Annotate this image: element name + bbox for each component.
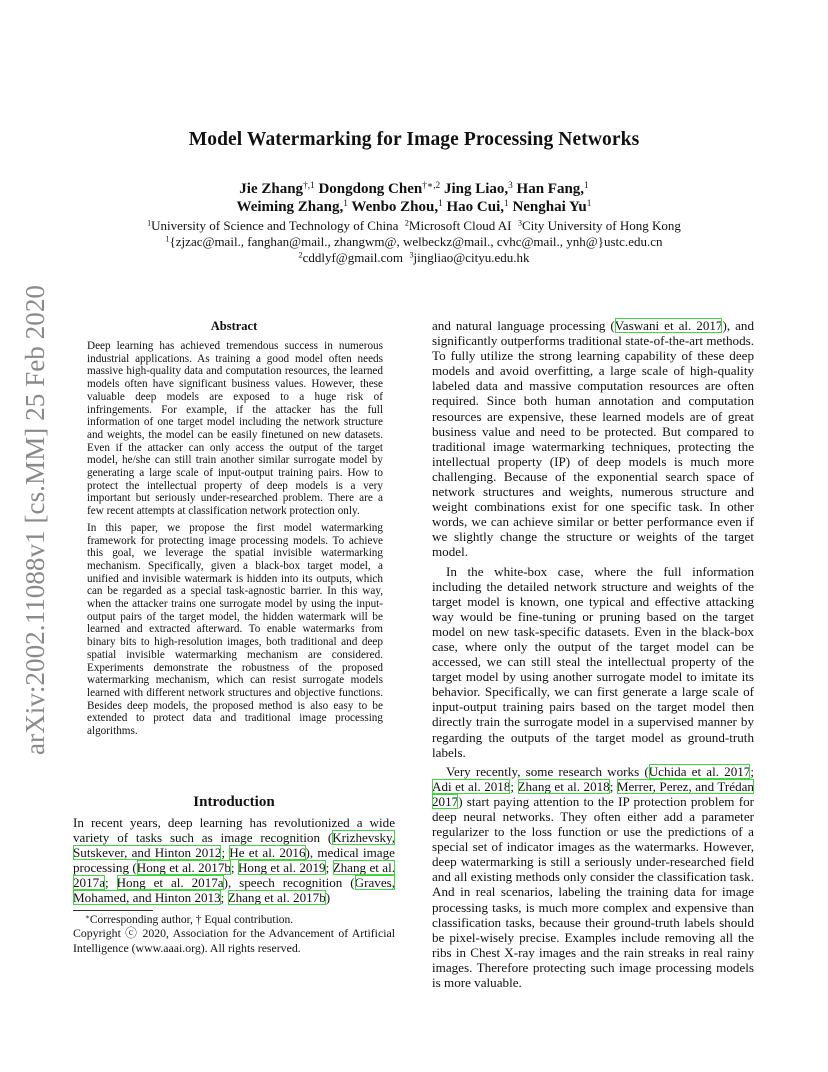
author-sup: 1	[584, 180, 589, 191]
text-run: ), speech recognition (	[223, 875, 355, 891]
paper-title: Model Watermarking for Image Processing Networks	[188, 129, 640, 150]
citation-link[interactable]: Zhang et al. 2017a	[73, 860, 396, 891]
intro-paragraph	[73, 815, 395, 906]
body-paragraph	[432, 318, 754, 560]
email-sup: 1	[165, 234, 170, 244]
affiliation: Microsoft Cloud AI	[408, 218, 512, 233]
author-name: Dongdong Chen	[318, 181, 423, 197]
author-name: Wenbo Zhou,	[351, 199, 439, 215]
citation-link[interactable]: Adi et al. 2018	[432, 778, 511, 794]
text-run: ;	[609, 778, 617, 794]
body-paragraph: In the white-box case, where the full information including the detailed network structure and weights of the target model is known, one typical and effective attacking way would be fine-tuning or pruning based on the target model on new task-specific datasets. Even in the black-box case, where only the output of the target model can be accessed, we can still steal the intellectual property of the target model by using another surrogate model to imitate its behavior. Specifically, we can first generate a large scale of input-output training pairs based on the target model then directly train the surrogate model in a supervised manner by regarding the outputs of the target model as ground-truth labels.	[432, 563, 754, 760]
text-run: ;	[510, 778, 518, 794]
text-run: ;	[230, 860, 238, 876]
citation-link[interactable]: Graves, Mohamed, and Hinton 2013	[73, 875, 395, 906]
text-run: ;	[750, 763, 754, 779]
abstract-heading: Abstract	[210, 319, 258, 333]
citation-link[interactable]: He et al. 2016	[229, 845, 306, 861]
author-sup: 3	[508, 180, 513, 191]
citation-link[interactable]: Merrer, Perez, and Trédan 2017	[432, 778, 754, 809]
email-sup: 3	[409, 250, 414, 260]
email-sup: 2	[298, 250, 303, 260]
author-sup: †,1	[303, 180, 315, 191]
affiliations	[0, 218, 828, 234]
abstract-paragraph: Deep learning has achieved tremendous success in numerous industrial applications. As training a good model often needs massive high-quality data and computation resources, the learned models often have significant business values. However, these valuable deep models are exposed to a huge risk of infringements. For example, if the attacker has the full information of one target model including the network structure and weights, the model can be easily finetuned on new datasets. Even if the attacker can only access the output of the target model, he/she can still train another similar surrogate model by generating a large scale of input-output training pairs. How to protect the intellectual property of deep models is a very important but seriously under-researched problem. There are a few recent attempts at classification network protection only.	[87, 340, 383, 518]
introduction-heading: Introduction	[193, 794, 275, 810]
emails-other	[0, 250, 828, 266]
citation-link[interactable]: Krizhevsky, Sutskever, and Hinton 2012	[73, 830, 395, 861]
authors-line-2	[0, 199, 828, 216]
right-column	[432, 318, 754, 994]
citation-link[interactable]: Zhang et al. 2017b	[227, 890, 326, 906]
author-sup: 1	[504, 198, 509, 209]
author-name: Jing Liao,	[443, 181, 509, 197]
introduction-body	[73, 815, 395, 906]
author-name: Jie Zhang	[239, 181, 304, 197]
text-run: ;	[105, 875, 117, 891]
authors-line-1	[0, 181, 828, 198]
text-run: ;	[221, 845, 230, 861]
body-paragraph	[432, 764, 754, 990]
author-sup: 1	[586, 198, 592, 209]
abstract-body	[87, 340, 383, 742]
affiliation: University of Science and Technology of China	[151, 218, 399, 233]
citation-link[interactable]: Uchida et al. 2017	[648, 763, 751, 779]
text-run: In recent years, deep learning has revolutionized a wide variety of tasks such as image recognition (	[73, 815, 395, 846]
affil-sup: 3	[517, 218, 522, 228]
text-run: ) start paying attention to the IP protection problem for deep neural networks. They often either add a parameter regularizer to the loss function or use the predictions of a special set of indicator images as the watermarks. However, deep watermarking is still a seriously under-researched field and all existing methods only consider the classification task. And in real scenarios, labeling the training data for image processing tasks, is much more complex and expensive than classification tasks, because their ground-truth labels should be pixel-wisely precise. Examples include removing all the ribs in Chest X-ray images and the rain streaks in real rainy images. Therefore protecting such image processing models is more valuable.	[432, 793, 754, 991]
affil-sup: 1	[147, 218, 152, 228]
author-sup: †∗,2	[422, 180, 441, 191]
abstract-paragraph: In this paper, we propose the first model watermarking framework for protecting image processing models. To achieve this goal, we leverage the spatial invisible watermarking mechanism. Specifically, given a black-box target model, a unified and invisible watermark is hidden into its outputs, which can be regarded as a special task-agnostic barrier. In this way, when the attacker trains one surrogate model by using the input-output pairs of the target model, the hidden watermark will be learned and extracted afterward. To enable watermarks from binary bits to high-resolution images, both traditional and deep spatial invisible watermarking mechanism are considered. Experiments demonstrate the robustness of the proposed watermarking mechanism, which can resist surrogate models learned with different network structures and objective functions. Besides deep models, the proposed method is also easy to be extended to protect data and traditional image processing algorithms.	[87, 521, 383, 738]
text-run: )	[325, 890, 331, 906]
citation-link[interactable]: Zhang et al. 2018	[517, 778, 610, 794]
emails-ustc	[0, 234, 828, 250]
author-name: Nenghai Yu	[512, 199, 587, 215]
footnote-rule	[73, 910, 153, 911]
arxiv-stamp	[14, 280, 54, 760]
author-name: Hao Cui,	[446, 199, 505, 215]
citation-link[interactable]: Hong et al. 2019	[237, 860, 326, 876]
author-name: Weiming Zhang,	[236, 199, 344, 215]
author-sup: 1	[343, 198, 348, 209]
text-run: ), medical image processing (	[73, 845, 395, 876]
footnote-mark: ∗	[85, 913, 90, 922]
text-run: Very recently, some research works (	[446, 763, 649, 779]
arxiv-stamp-text: arXiv:2002.11088v1 [cs.MM] 25 Feb 2020	[20, 288, 50, 755]
email-list: {zjzac@mail., fanghan@mail., zhangwm@, welbeckz@mail., cvhc@mail., ynh@}ustc.edu.cn	[169, 234, 663, 249]
affiliation: City University of Hong Kong	[522, 218, 681, 233]
citation-link[interactable]: Hong et al. 2017b	[136, 860, 231, 876]
email: jingliao@cityu.edu.hk	[413, 250, 530, 265]
author-name: Han Fang,	[516, 181, 585, 197]
affil-sup: 2	[404, 218, 409, 228]
text-run: ;	[220, 890, 228, 906]
copyright-notice: Copyright ⓒ 2020, Association for the Advancement of Artificial Intelligence (www.aaai.org). All rights reserved.	[73, 926, 395, 955]
text-run: ;	[325, 860, 333, 876]
citation-link[interactable]: Hong et al. 2017a	[116, 875, 224, 891]
text-run: ), and significantly outperforms traditional state-of-the-art methods. To fully utilize the strong learning capability of these deep models and avoid overfitting, a large scale of high-quality labeled data and massive computation resources are often required. Since both human annotation and computation resources are expensive, these learned models are of great business value and need to be protected. But compared to traditional image watermarking techniques, protecting the intellectual property (IP) of deep models is much more challenging. Because of the exponential search space of network structures and weights, numerous structure and weight combinations exist for one specific task. In other words, we can achieve similar or better performance even if we slightly change the structure or weights of the target model.	[432, 318, 754, 560]
author-sup: 1	[438, 198, 443, 209]
footnote-text: Corresponding author, † Equal contribution.	[89, 914, 294, 926]
footnote	[73, 913, 395, 927]
citation-link[interactable]: Vaswani et al. 2017	[614, 318, 723, 333]
email: cddlyf@gmail.com	[302, 250, 403, 265]
text-run: and natural language processing (	[432, 318, 615, 333]
